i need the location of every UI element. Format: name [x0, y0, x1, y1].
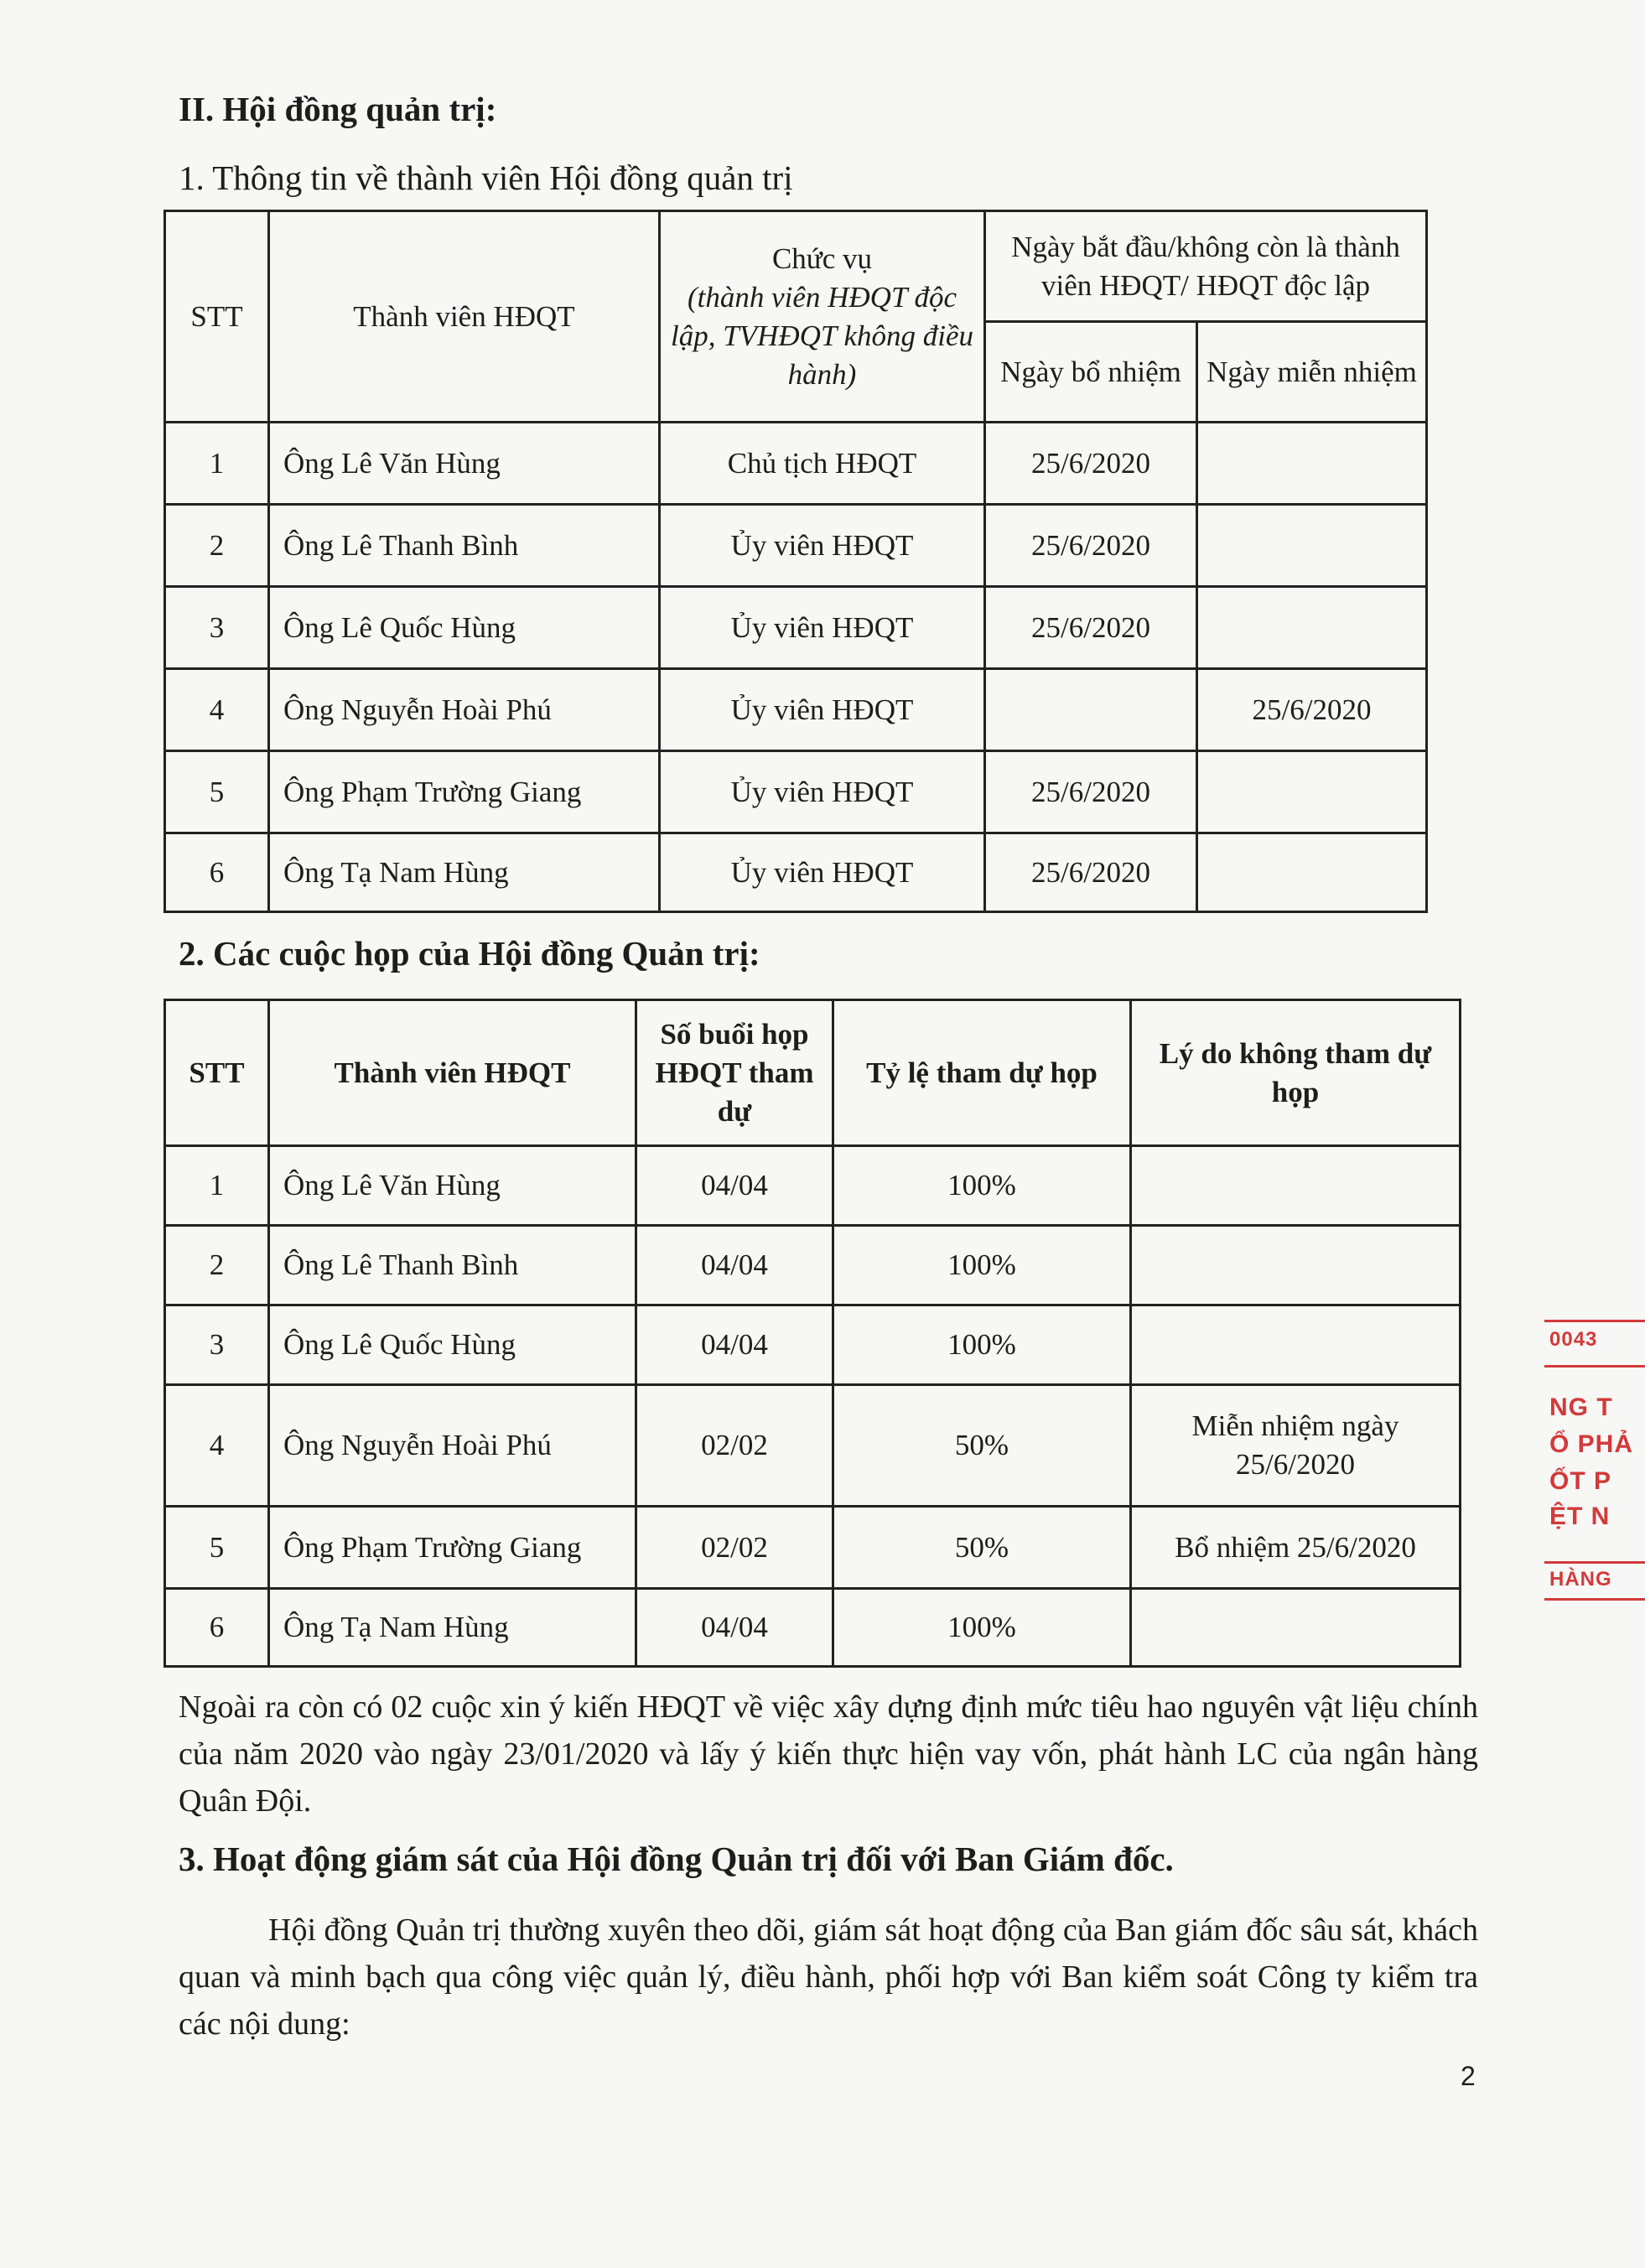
cell-stt: 6	[165, 1589, 269, 1667]
cell-dismissed	[1197, 833, 1427, 912]
cell-position: Chủ tịch HĐQT	[660, 423, 985, 505]
header-position-note: (thành viên HĐQT độc lập, TVHĐQT không điều hành)	[670, 280, 974, 391]
cell-name: Ông Lê Thanh Bình	[269, 1226, 636, 1305]
cell-reason: Bổ nhiệm 25/6/2020	[1131, 1507, 1461, 1589]
table-row	[165, 1385, 1461, 1507]
table-row	[165, 1305, 1461, 1385]
header-reason: Lý do không tham dự họp	[1131, 1000, 1461, 1146]
table-row	[165, 1507, 1461, 1589]
cell-stt: 2	[165, 1226, 269, 1305]
table-row	[165, 1226, 1461, 1305]
header-stt: STT	[165, 211, 269, 423]
cell-meetings: 04/04	[636, 1305, 833, 1385]
header-appointed: Ngày bổ nhiệm	[985, 322, 1197, 423]
header-stt: STT	[165, 1000, 269, 1146]
cell-stt: 2	[165, 505, 269, 587]
cell-rate: 50%	[833, 1385, 1131, 1507]
cell-name: Ông Nguyễn Hoài Phú	[269, 669, 660, 751]
cell-name: Ông Lê Văn Hùng	[269, 423, 660, 505]
cell-name: Ông Tạ Nam Hùng	[269, 1589, 636, 1667]
header-dismissed: Ngày miễn nhiệm	[1197, 322, 1427, 423]
cell-meetings: 02/02	[636, 1385, 833, 1507]
cell-name: Ông Nguyễn Hoài Phú	[269, 1385, 636, 1507]
cell-name: Ông Lê Quốc Hùng	[269, 587, 660, 669]
header-position	[660, 211, 985, 423]
table-row	[165, 587, 1427, 669]
cell-reason	[1131, 1589, 1461, 1667]
cell-meetings: 04/04	[636, 1589, 833, 1667]
cell-meetings: 04/04	[636, 1146, 833, 1226]
board-members-table	[163, 210, 1428, 913]
table-row	[165, 751, 1427, 833]
cell-stt: 3	[165, 587, 269, 669]
cell-rate: 100%	[833, 1146, 1131, 1226]
cell-name: Ông Tạ Nam Hùng	[269, 833, 660, 912]
cell-dismissed: 25/6/2020	[1197, 669, 1427, 751]
table-row	[165, 833, 1427, 912]
header-member: Thành viên HĐQT	[269, 211, 660, 423]
subsection-3-title: 3. Hoạt động giám sát của Hội đồng Quản trị đối với Ban Giám đốc.	[179, 1840, 1174, 1878]
cell-appointed	[985, 669, 1197, 751]
cell-dismissed	[1197, 505, 1427, 587]
cell-position: Ủy viên HĐQT	[660, 669, 985, 751]
table-row	[165, 505, 1427, 587]
cell-rate: 100%	[833, 1305, 1131, 1385]
header-member: Thành viên HĐQT	[269, 1000, 636, 1146]
cell-stt: 1	[165, 423, 269, 505]
cell-stt: 3	[165, 1305, 269, 1385]
cell-reason	[1131, 1305, 1461, 1385]
header-position-title: Chức vụ	[771, 241, 873, 275]
company-seal-stamp: 0043 NG T Ổ PHẢ ỐT P ỆT N HÀNG	[1544, 1316, 1610, 1610]
cell-appointed: 25/6/2020	[985, 423, 1197, 505]
paragraph-supervision: Hội đồng Quản trị thường xuyên theo dõi, giám sát hoạt động của Ban giám đốc sâu sát, khách quan và minh bạch qua công việc quản lý, điều hành, phối hợp với Ban kiểm soát Công ty kiểm tra các nội dung:	[179, 1912, 1478, 2042]
subsection-1-title: 1. Thông tin về thành viên Hội đồng quản trị	[179, 158, 793, 197]
cell-stt: 6	[165, 833, 269, 912]
board-meetings-table	[163, 999, 1461, 1668]
cell-reason	[1131, 1226, 1461, 1305]
cell-stt: 5	[165, 1507, 269, 1589]
cell-rate: 100%	[833, 1226, 1131, 1305]
cell-position: Ủy viên HĐQT	[660, 833, 985, 912]
cell-name: Ông Lê Văn Hùng	[269, 1146, 636, 1226]
paragraph-additional-consultations: Ngoài ra còn có 02 cuộc xin ý kiến HĐQT về việc xây dựng định mức tiêu hao nguyên vật liệu chính của năm 2020 vào ngày 23/01/2020 và lấy ý kiến thực hiện vay vốn, phát hành LC của ngân hàng Quân Đội.	[179, 1689, 1478, 1819]
cell-position: Ủy viên HĐQT	[660, 505, 985, 587]
cell-appointed: 25/6/2020	[985, 505, 1197, 587]
cell-rate: 100%	[833, 1589, 1131, 1667]
cell-meetings: 04/04	[636, 1226, 833, 1305]
cell-name: Ông Phạm Trường Giang	[269, 751, 660, 833]
cell-name: Ông Lê Thanh Bình	[269, 505, 660, 587]
cell-dismissed	[1197, 587, 1427, 669]
cell-appointed: 25/6/2020	[985, 833, 1197, 912]
cell-stt: 5	[165, 751, 269, 833]
cell-name: Ông Lê Quốc Hùng	[269, 1305, 636, 1385]
cell-name: Ông Phạm Trường Giang	[269, 1507, 636, 1589]
cell-stt: 4	[165, 1385, 269, 1507]
table-row	[165, 1146, 1461, 1226]
cell-reason	[1131, 1146, 1461, 1226]
cell-stt: 4	[165, 669, 269, 751]
header-dates-group: Ngày bắt đầu/không còn là thành viên HĐQT/ HĐQT độc lập	[985, 211, 1427, 322]
table-row	[165, 423, 1427, 505]
table-row	[165, 669, 1427, 751]
cell-reason: Miễn nhiệm ngày 25/6/2020	[1131, 1385, 1461, 1507]
header-rate: Tỷ lệ tham dự họp	[833, 1000, 1131, 1146]
cell-stt: 1	[165, 1146, 269, 1226]
cell-position: Ủy viên HĐQT	[660, 751, 985, 833]
section-title: II. Hội đồng quản trị:	[179, 90, 497, 128]
table-row	[165, 1589, 1461, 1667]
cell-rate: 50%	[833, 1507, 1131, 1589]
cell-dismissed	[1197, 751, 1427, 833]
cell-meetings: 02/02	[636, 1507, 833, 1589]
cell-appointed: 25/6/2020	[985, 751, 1197, 833]
subsection-2-title: 2. Các cuộc họp của Hội đồng Quản trị:	[179, 934, 760, 973]
header-meetings: Số buổi họp HĐQT tham dự	[636, 1000, 833, 1146]
cell-dismissed	[1197, 423, 1427, 505]
cell-appointed: 25/6/2020	[985, 587, 1197, 669]
cell-position: Ủy viên HĐQT	[660, 587, 985, 669]
page-number: 2	[1461, 2061, 1476, 2091]
